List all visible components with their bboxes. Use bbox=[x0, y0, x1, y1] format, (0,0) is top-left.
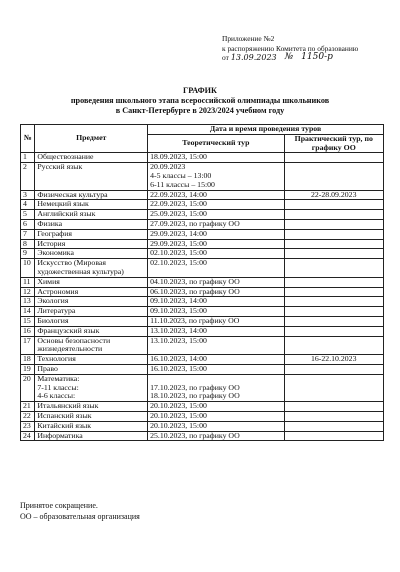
row-subject: Испанский язык bbox=[35, 411, 148, 421]
table-row bbox=[21, 219, 384, 229]
table-row bbox=[21, 364, 384, 374]
table-row bbox=[21, 307, 384, 317]
order-number: 1150-р bbox=[301, 52, 333, 62]
row-theory-date: 04.10.2023, по графику ОО bbox=[148, 277, 284, 287]
row-theory-date: 09.10.2023, 14:00 bbox=[148, 297, 284, 307]
table-row bbox=[21, 336, 384, 355]
row-subject: Экономика bbox=[35, 249, 148, 259]
table-row bbox=[21, 411, 384, 421]
row-number: 7 bbox=[21, 229, 35, 239]
appendix-block bbox=[222, 34, 392, 63]
table-row bbox=[21, 402, 384, 412]
row-theory-date: 16.10.2023, 14:00 bbox=[148, 355, 284, 365]
row-theory-date: 29.09.2023, 15:00 bbox=[148, 239, 284, 249]
row-practice-date bbox=[284, 239, 384, 249]
title-line-1: ГРАФИК bbox=[183, 86, 217, 95]
row-number: 18 bbox=[21, 355, 35, 365]
row-theory-date: 02.10.2023, 15:00 bbox=[148, 249, 284, 259]
row-subject: Право bbox=[35, 364, 148, 374]
row-number: 1 bbox=[21, 153, 35, 163]
row-subject: Астрономия bbox=[35, 287, 148, 297]
row-subject: Литература bbox=[35, 307, 148, 317]
row-theory-date: 18.09.2023, 15:00 bbox=[148, 153, 284, 163]
table-row bbox=[21, 431, 384, 441]
row-subject: Искусство (Мировая художественная культура) bbox=[35, 259, 148, 278]
row-number: 19 bbox=[21, 364, 35, 374]
row-practice-date bbox=[284, 259, 384, 278]
row-practice-date bbox=[284, 249, 384, 259]
row-number: 6 bbox=[21, 219, 35, 229]
row-subject: Информатика bbox=[35, 431, 148, 441]
row-practice-date bbox=[284, 153, 384, 163]
row-practice-date bbox=[284, 307, 384, 317]
header-practice: Практический тур, по графику ОО bbox=[284, 134, 384, 153]
row-practice-date bbox=[284, 229, 384, 239]
row-number: 10 bbox=[21, 259, 35, 278]
row-theory-date: 20.10.2023, 15:00 bbox=[148, 421, 284, 431]
row-subject: История bbox=[35, 239, 148, 249]
row-practice-date bbox=[284, 364, 384, 374]
row-subject: Технология bbox=[35, 355, 148, 365]
row-practice-date bbox=[284, 287, 384, 297]
row-subject: Обществознание bbox=[35, 153, 148, 163]
row-number: 2 bbox=[21, 163, 35, 190]
header-theory: Теоретический тур bbox=[148, 134, 284, 153]
row-practice-date bbox=[284, 316, 384, 326]
row-number: 16 bbox=[21, 326, 35, 336]
row-practice-date bbox=[284, 431, 384, 441]
row-number: 3 bbox=[21, 190, 35, 200]
table-row bbox=[21, 229, 384, 239]
row-theory-date: 27.09.2023, по графику ОО bbox=[148, 219, 284, 229]
table-row bbox=[21, 316, 384, 326]
schedule-table bbox=[20, 124, 384, 441]
row-practice-date bbox=[284, 219, 384, 229]
row-number: 4 bbox=[21, 200, 35, 210]
row-subject: Экология bbox=[35, 297, 148, 307]
row-theory-date: 09.10.2023, 15:00 bbox=[148, 307, 284, 317]
row-theory-date: 13.10.2023, 14:00 bbox=[148, 326, 284, 336]
row-practice-date bbox=[284, 374, 384, 401]
table-row bbox=[21, 277, 384, 287]
row-theory-date: 22.09.2023, 15:00 bbox=[148, 200, 284, 210]
order-date: 13.09.2023 bbox=[230, 53, 277, 62]
header-num: № bbox=[21, 125, 35, 153]
row-subject: Французский язык bbox=[35, 326, 148, 336]
date-prefix: от bbox=[222, 53, 229, 62]
row-subject: Итальянский язык bbox=[35, 402, 148, 412]
row-subject: Английский язык bbox=[35, 210, 148, 220]
row-subject: Физика bbox=[35, 219, 148, 229]
row-subject: Биология bbox=[35, 316, 148, 326]
row-number: 11 bbox=[21, 277, 35, 287]
header-dates: Дата и время проведения туров bbox=[148, 125, 384, 135]
document-title bbox=[0, 86, 400, 116]
row-number: 24 bbox=[21, 431, 35, 441]
table-row bbox=[21, 421, 384, 431]
row-theory-date: 20.10.2023, 15:00 bbox=[148, 402, 284, 412]
row-subject: Химия bbox=[35, 277, 148, 287]
header-row bbox=[21, 125, 384, 135]
row-practice-date bbox=[284, 411, 384, 421]
row-practice-date bbox=[284, 163, 384, 190]
row-subject: Немецкий язык bbox=[35, 200, 148, 210]
row-theory-date: 20.10.2023, 15:00 bbox=[148, 411, 284, 421]
table-row bbox=[21, 374, 384, 401]
title-line-2: проведения школьного этапа всероссийской олимпиады школьников bbox=[70, 96, 330, 105]
row-practice-date: 22-28.09.2023 bbox=[284, 190, 384, 200]
row-number: 12 bbox=[21, 287, 35, 297]
number-prefix: № bbox=[284, 52, 294, 62]
row-theory-date: 20.09.2023 4-5 классы – 13:00 6-11 классы – 15:00 bbox=[148, 163, 284, 190]
row-practice-date bbox=[284, 421, 384, 431]
row-practice-date bbox=[284, 336, 384, 355]
row-number: 15 bbox=[21, 316, 35, 326]
appendix-date-line bbox=[222, 53, 392, 63]
row-number: 5 bbox=[21, 210, 35, 220]
appendix-line-2: к распоряжению Комитета по образованию bbox=[222, 43, 359, 53]
row-practice-date bbox=[284, 402, 384, 412]
appendix-line-1: Приложение №2 bbox=[222, 34, 275, 43]
row-theory-date: 25.09.2023, 15:00 bbox=[148, 210, 284, 220]
row-subject: Математика: 7-11 классы: 4-6 классы: bbox=[35, 374, 148, 401]
row-number: 8 bbox=[21, 239, 35, 249]
row-practice-date bbox=[284, 277, 384, 287]
row-theory-date: 11.10.2023, по графику ОО bbox=[148, 316, 284, 326]
row-theory-date: 25.10.2023, по графику ОО bbox=[148, 431, 284, 441]
row-subject: Китайский язык bbox=[35, 421, 148, 431]
row-theory-date: 16.10.2023, 15:00 bbox=[148, 364, 284, 374]
row-practice-date: 16-22.10.2023 bbox=[284, 355, 384, 365]
table-row bbox=[21, 355, 384, 365]
notes-line-1: Принятое сокращение. bbox=[20, 501, 98, 510]
row-theory-date: 02.10.2023, 15:00 bbox=[148, 259, 284, 278]
row-practice-date bbox=[284, 326, 384, 336]
notes-block bbox=[20, 500, 140, 522]
schedule-rows bbox=[21, 153, 384, 441]
notes-line-2: ОО – образовательная организация bbox=[20, 512, 140, 521]
row-number: 20 bbox=[21, 374, 35, 401]
row-number: 23 bbox=[21, 421, 35, 431]
row-number: 22 bbox=[21, 411, 35, 421]
row-theory-date: 06.10.2023, по графику ОО bbox=[148, 287, 284, 297]
row-number: 14 bbox=[21, 307, 35, 317]
row-subject: Русский язык bbox=[35, 163, 148, 190]
row-practice-date bbox=[284, 200, 384, 210]
table-row bbox=[21, 259, 384, 278]
row-practice-date bbox=[284, 297, 384, 307]
row-number: 9 bbox=[21, 249, 35, 259]
row-subject: Основы безопасности жизнедеятельности bbox=[35, 336, 148, 355]
row-theory-date: 22.09.2023, 14:00 bbox=[148, 190, 284, 200]
row-theory-date: 13.10.2023, 15:00 bbox=[148, 336, 284, 355]
row-number: 21 bbox=[21, 402, 35, 412]
row-theory-date: 17.10.2023, по графику ОО 18.10.2023, по графику ОО bbox=[148, 374, 284, 401]
row-practice-date bbox=[284, 210, 384, 220]
table-row bbox=[21, 210, 384, 220]
header-subject: Предмет bbox=[35, 125, 148, 153]
row-theory-date: 29.09.2023, 14:00 bbox=[148, 229, 284, 239]
table-row bbox=[21, 326, 384, 336]
row-number: 13 bbox=[21, 297, 35, 307]
row-number: 17 bbox=[21, 336, 35, 355]
table-row bbox=[21, 163, 384, 190]
title-line-3: в Санкт-Петербурге в 2023/2024 учебном году bbox=[115, 106, 285, 115]
row-subject: Физическая культура bbox=[35, 190, 148, 200]
row-subject: География bbox=[35, 229, 148, 239]
